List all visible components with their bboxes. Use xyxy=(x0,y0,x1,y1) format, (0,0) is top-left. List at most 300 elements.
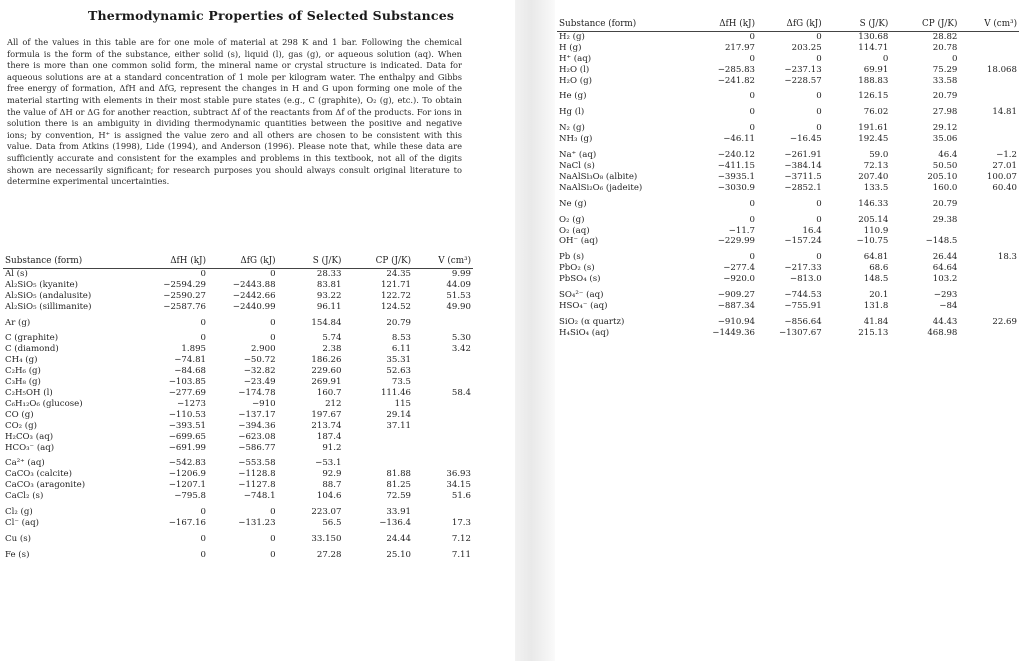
enthalpy-cell: 0 xyxy=(749,31,756,42)
enthalpy-cell: 1.895 xyxy=(181,344,207,355)
table-row xyxy=(557,134,1019,145)
substance-cell: CaCO₃ (calcite) xyxy=(5,469,72,480)
substance-cell: Cu (s) xyxy=(5,533,31,544)
heat-capacity-cell: 44.43 xyxy=(932,316,958,327)
table-row xyxy=(557,31,1019,42)
entropy-cell: 160.7 xyxy=(316,387,342,398)
enthalpy-cell: −285.83 xyxy=(717,64,756,75)
table-row xyxy=(557,252,1019,263)
gibbs-cell: 0 xyxy=(270,268,276,279)
table-row xyxy=(3,458,473,469)
entropy-cell: 76.02 xyxy=(863,107,889,118)
substance-cell: Al₂SiO₅ (andalusite) xyxy=(5,290,92,301)
heat-capacity-cell: 115 xyxy=(394,398,412,409)
enthalpy-cell: 0 xyxy=(749,214,756,225)
table-row xyxy=(557,263,1019,274)
enthalpy-cell: −542.83 xyxy=(168,458,207,469)
gibbs-cell: −2443.88 xyxy=(232,279,276,290)
entropy-cell: 197.67 xyxy=(311,409,342,420)
gibbs-cell: −623.08 xyxy=(238,431,276,442)
enthalpy-cell: 0 xyxy=(749,91,756,102)
substance-cell: NaAlSi₃O₈ (albite) xyxy=(559,171,638,182)
entropy-cell: 68.6 xyxy=(869,263,889,274)
table-row xyxy=(3,507,473,518)
volume-cell xyxy=(413,377,473,388)
table-row xyxy=(557,226,1019,237)
substance-cell: NaAlSi₂O₆ (jadeite) xyxy=(559,182,643,193)
enthalpy-cell: −3030.9 xyxy=(717,182,756,193)
table-row xyxy=(3,333,473,344)
table-body-left xyxy=(3,268,473,560)
substance-cell: Ar (g) xyxy=(5,317,31,328)
enthalpy-cell: −393.51 xyxy=(168,420,207,431)
table-row xyxy=(557,150,1019,161)
table-row xyxy=(3,291,473,302)
table-row xyxy=(557,123,1019,134)
heat-capacity-cell: −136.4 xyxy=(379,517,412,528)
table-row xyxy=(557,290,1019,301)
heat-capacity-cell: 121.71 xyxy=(380,279,412,290)
entropy-cell: 269.91 xyxy=(311,377,342,388)
substance-cell: NH₃ (g) xyxy=(559,134,593,145)
volume-cell xyxy=(959,274,1019,285)
heat-capacity-cell xyxy=(890,226,959,237)
volume-cell: 18.3 xyxy=(997,252,1017,263)
column-header-gibbs: ΔfG (kJ) xyxy=(208,256,278,268)
enthalpy-cell: −1206.9 xyxy=(168,469,207,480)
heat-capacity-cell: 24.35 xyxy=(386,268,412,279)
entropy-cell: 205.14 xyxy=(858,214,889,225)
entropy-cell: 133.5 xyxy=(863,182,889,193)
column-header-heat-capacity: CP (J/K) xyxy=(890,19,959,31)
heat-capacity-cell: 27.98 xyxy=(932,107,958,118)
volume-cell xyxy=(959,54,1019,65)
right-page xyxy=(555,0,1024,661)
enthalpy-cell: 0 xyxy=(749,107,756,118)
gibbs-cell: 0 xyxy=(816,91,822,102)
heat-capacity-cell: 20.79 xyxy=(932,91,958,102)
heat-capacity-cell: 50.50 xyxy=(932,160,958,171)
column-header-entropy: S (J/K) xyxy=(824,19,891,31)
enthalpy-cell: −909.27 xyxy=(717,290,756,301)
gibbs-cell: −157.24 xyxy=(784,236,822,247)
gibbs-cell: −910 xyxy=(251,398,276,409)
gibbs-cell: −261.91 xyxy=(784,150,822,161)
volume-cell xyxy=(959,301,1019,312)
table-row xyxy=(3,421,473,432)
enthalpy-cell: 0 xyxy=(749,252,756,263)
entropy-cell: 229.60 xyxy=(311,366,342,377)
table-row xyxy=(557,43,1019,54)
entropy-cell: 207.40 xyxy=(858,171,889,182)
volume-cell: 14.81 xyxy=(992,107,1017,118)
gibbs-cell: −137.17 xyxy=(238,409,276,420)
heat-capacity-cell: 0 xyxy=(951,53,958,64)
gibbs-cell: −1128.8 xyxy=(238,469,276,480)
gibbs-cell: 0 xyxy=(270,333,276,344)
column-header-gibbs: ΔfG (kJ) xyxy=(757,19,824,31)
gibbs-cell: 0 xyxy=(816,252,822,263)
substance-cell: Cl₂ (g) xyxy=(5,507,33,518)
entropy-cell: 88.7 xyxy=(322,480,342,491)
entropy-cell: 110.9 xyxy=(863,225,889,236)
enthalpy-cell: −2594.29 xyxy=(163,279,207,290)
entropy-cell: 28.33 xyxy=(316,268,342,279)
heat-capacity-cell xyxy=(343,432,413,443)
enthalpy-cell: −699.65 xyxy=(168,431,207,442)
entropy-cell: 131.8 xyxy=(863,300,889,311)
volume-cell: 60.40 xyxy=(992,182,1017,193)
gibbs-cell: 16.4 xyxy=(802,225,822,236)
gibbs-cell: 0 xyxy=(816,214,822,225)
gibbs-cell: −228.57 xyxy=(784,75,822,86)
substance-cell: H (g) xyxy=(559,42,582,53)
heat-capacity-cell: 81.88 xyxy=(386,469,412,480)
table-row xyxy=(3,344,473,355)
table-row xyxy=(3,410,473,421)
enthalpy-cell: −103.85 xyxy=(168,377,207,388)
volume-cell: 3.42 xyxy=(451,344,471,355)
enthalpy-cell: −46.11 xyxy=(723,134,756,145)
volume-cell: 5.30 xyxy=(451,333,471,344)
heat-capacity-cell: 33.58 xyxy=(932,75,958,86)
heat-capacity-cell: 75.29 xyxy=(932,64,958,75)
enthalpy-cell: 0 xyxy=(200,268,207,279)
heat-capacity-cell: −293 xyxy=(933,290,958,301)
table-row xyxy=(557,183,1019,194)
enthalpy-cell: −229.99 xyxy=(717,236,756,247)
gibbs-cell: 203.25 xyxy=(791,42,822,53)
table-row xyxy=(3,469,473,480)
substance-cell: CaCO₃ (aragonite) xyxy=(5,480,86,491)
table-row xyxy=(3,388,473,399)
entropy-cell: 223.07 xyxy=(311,507,342,518)
volume-cell: 7.12 xyxy=(451,533,471,544)
heat-capacity-cell: 29.14 xyxy=(386,409,412,420)
table-row xyxy=(3,534,473,545)
enthalpy-cell: −241.82 xyxy=(717,75,756,86)
gibbs-cell: −1127.8 xyxy=(238,480,276,491)
substance-cell: Al (s) xyxy=(5,268,28,279)
volume-cell xyxy=(959,123,1019,134)
column-header-substance: Substance (form) xyxy=(557,19,688,31)
heat-capacity-cell: 103.2 xyxy=(932,274,958,285)
column-header-enthalpy: ΔfH (kJ) xyxy=(132,256,208,268)
substance-cell: Al₂SiO₅ (sillimanite) xyxy=(5,301,92,312)
enthalpy-cell: −167.16 xyxy=(168,517,207,528)
entropy-cell: 20.1 xyxy=(869,290,889,301)
enthalpy-cell: 0 xyxy=(200,533,207,544)
table-row xyxy=(3,280,473,291)
volume-cell: 49.90 xyxy=(446,301,471,312)
table-row xyxy=(3,480,473,491)
table-row xyxy=(557,65,1019,76)
gibbs-cell: −2852.1 xyxy=(784,182,822,193)
volume-cell: 34.15 xyxy=(446,480,471,491)
enthalpy-cell: −1207.1 xyxy=(168,480,207,491)
enthalpy-cell: 0 xyxy=(200,317,207,328)
gibbs-cell: −2440.99 xyxy=(232,301,276,312)
column-header-substance: Substance (form) xyxy=(3,256,132,268)
volume-cell xyxy=(413,366,473,377)
table-row xyxy=(3,491,473,502)
volume-cell: 44.09 xyxy=(446,279,471,290)
enthalpy-cell: 0 xyxy=(200,507,207,518)
heat-capacity-cell: 33.91 xyxy=(386,507,412,518)
heat-capacity-cell: 205.10 xyxy=(927,171,958,182)
table-row xyxy=(3,355,473,366)
column-header-entropy: S (J/K) xyxy=(278,256,344,268)
heat-capacity-cell: 52.63 xyxy=(386,366,412,377)
entropy-cell: 114.71 xyxy=(858,42,889,53)
enthalpy-cell: −795.8 xyxy=(174,491,207,502)
enthalpy-cell: −74.81 xyxy=(174,355,207,366)
entropy-cell: 188.83 xyxy=(858,75,889,86)
gibbs-cell: 0 xyxy=(816,31,822,42)
substance-cell: CO₂ (g) xyxy=(5,420,38,431)
heat-capacity-cell: 20.78 xyxy=(932,42,958,53)
entropy-cell: 148.5 xyxy=(863,274,889,285)
enthalpy-cell: −920.0 xyxy=(723,274,756,285)
volume-cell xyxy=(959,134,1019,145)
heat-capacity-cell: 124.52 xyxy=(380,301,412,312)
entropy-cell: 104.6 xyxy=(316,491,342,502)
enthalpy-cell: 0 xyxy=(749,198,756,209)
entropy-cell: 41.84 xyxy=(863,316,889,327)
volume-cell: 22.69 xyxy=(992,316,1017,327)
gibbs-cell: −3711.5 xyxy=(784,171,822,182)
heat-capacity-cell xyxy=(343,443,413,454)
heat-capacity-cell: 160.0 xyxy=(932,182,958,193)
table-row xyxy=(3,377,473,388)
table-row xyxy=(557,317,1019,328)
heat-capacity-cell: 35.06 xyxy=(932,134,958,145)
gibbs-cell: 0 xyxy=(816,123,822,134)
substance-cell: SO₄²⁻ (aq) xyxy=(559,290,604,301)
heat-capacity-cell: 35.31 xyxy=(386,355,412,366)
volume-cell xyxy=(959,328,1019,339)
substance-cell: CH₄ (g) xyxy=(5,355,38,366)
substance-cell: C₂H₅OH (l) xyxy=(5,387,53,398)
gibbs-cell: −217.33 xyxy=(784,263,822,274)
entropy-cell: 56.5 xyxy=(322,517,342,528)
substance-cell: CO (g) xyxy=(5,409,34,420)
table-row xyxy=(3,318,473,329)
enthalpy-cell: −84.68 xyxy=(174,366,207,377)
substance-cell: PbO₂ (s) xyxy=(559,263,595,274)
table-header-row xyxy=(3,256,473,268)
volume-cell: 17.3 xyxy=(451,517,471,528)
gibbs-cell: −856.64 xyxy=(784,316,822,327)
volume-cell xyxy=(959,91,1019,102)
table-row xyxy=(557,161,1019,172)
volume-cell xyxy=(959,215,1019,226)
substance-cell: Al₂SiO₅ (kyanite) xyxy=(5,279,78,290)
entropy-cell: 72.13 xyxy=(863,160,889,171)
enthalpy-cell: −910.94 xyxy=(717,316,756,327)
volume-cell xyxy=(413,443,473,454)
entropy-cell: 130.68 xyxy=(858,31,889,42)
entropy-cell: 64.81 xyxy=(863,252,889,263)
page-gutter xyxy=(515,0,555,661)
heat-capacity-cell: 73.5 xyxy=(391,377,412,388)
enthalpy-cell: −887.34 xyxy=(717,300,756,311)
volume-cell: 100.07 xyxy=(986,171,1017,182)
enthalpy-cell: −411.15 xyxy=(717,160,756,171)
volume-cell: 58.4 xyxy=(451,387,471,398)
gibbs-cell: 0 xyxy=(270,533,276,544)
volume-cell: 27.01 xyxy=(992,160,1017,171)
substance-cell: H₂ (g) xyxy=(559,31,585,42)
entropy-cell: 5.74 xyxy=(322,333,342,344)
heat-capacity-cell: 8.53 xyxy=(391,333,412,344)
substance-cell: Na⁺ (aq) xyxy=(559,150,597,161)
heat-capacity-cell: 64.64 xyxy=(932,263,958,274)
heat-capacity-cell: 46.4 xyxy=(938,150,958,161)
enthalpy-cell: 0 xyxy=(200,333,207,344)
volume-cell xyxy=(959,76,1019,87)
entropy-cell: 83.81 xyxy=(316,279,342,290)
column-header-volume: V (cm³) xyxy=(413,256,473,268)
substance-cell: H₂O (l) xyxy=(559,64,590,75)
gibbs-cell: −237.13 xyxy=(784,64,822,75)
gibbs-cell: 0 xyxy=(270,549,276,560)
substance-cell: C₆H₁₂O₆ (glucose) xyxy=(5,398,83,409)
heat-capacity-cell: 26.44 xyxy=(932,252,958,263)
enthalpy-cell: −240.12 xyxy=(717,150,756,161)
entropy-cell: 146.33 xyxy=(858,198,889,209)
volume-cell: 51.53 xyxy=(446,290,471,301)
volume-cell: 18.068 xyxy=(986,64,1017,75)
volume-cell xyxy=(959,226,1019,237)
substance-cell: C (diamond) xyxy=(5,344,59,355)
gibbs-cell: −813.0 xyxy=(789,274,822,285)
substance-cell: H⁺ (aq) xyxy=(559,53,592,64)
substance-cell: SiO₂ (α quartz) xyxy=(559,316,625,327)
substance-cell: Fe (s) xyxy=(5,549,30,560)
volume-cell xyxy=(413,399,473,410)
entropy-cell: 126.15 xyxy=(858,91,889,102)
volume-cell xyxy=(413,458,473,469)
gibbs-cell: 0 xyxy=(816,198,822,209)
enthalpy-cell: −110.53 xyxy=(168,409,207,420)
gibbs-cell: −23.49 xyxy=(243,377,276,388)
enthalpy-cell: −277.4 xyxy=(723,263,756,274)
volume-cell: 7.11 xyxy=(451,549,471,560)
gibbs-cell: −755.91 xyxy=(784,300,822,311)
heat-capacity-cell: 72.59 xyxy=(386,491,412,502)
gibbs-cell: −16.45 xyxy=(789,134,822,145)
gibbs-cell: −394.36 xyxy=(238,420,276,431)
column-header-heat-capacity: CP (J/K) xyxy=(343,256,413,268)
substance-cell: O₂ (g) xyxy=(559,214,585,225)
table-row xyxy=(557,215,1019,226)
gibbs-cell: −748.1 xyxy=(243,491,276,502)
intro-paragraph: All of the values in this table are for one mole of material at 298 K and 1 bar. Following the chemical formula is the form of the substance, either solid (s), liquid (l), gas (g), or aqueous solution (aq). When there is more than one common solid form, the mineral name or crystal structure is indicated. Data for aqueous solutions are at a standard concentration of 1 mole per kilogram water. The enthalpy and Gibbs free energy of formation, ΔfH and ΔfG, represent the changes in H and G upon forming one mole of the material starting with elements in their most stable pure states (e.g., C (graphite), O₂ (g), etc.). To obtain the value of ΔH or ΔG for another reaction, subtract Δf of the reactants from Δf of the products. For ions in solution there is an ambiguity in dividing thermodynamic quantities between the positive and negative ions; by convention, H⁺ is assigned the value zero and all others are chosen to be consistent with this value. Data from Atkins (1998), Lide (1994), and Anderson (1996). Please note that, while these data are sufficiently accurate and consistent for the examples and problems in this textbook, not all of the digits shown are necessarily significant; for research purposes you should always consult original literature to determine experimental uncertainties. xyxy=(7,37,462,187)
entropy-cell: 59.0 xyxy=(869,150,889,161)
enthalpy-cell: 0 xyxy=(749,53,756,64)
gibbs-cell: 0 xyxy=(270,507,276,518)
gibbs-cell: −744.53 xyxy=(784,290,822,301)
entropy-cell: 2.38 xyxy=(322,344,342,355)
volume-cell xyxy=(413,432,473,443)
volume-cell xyxy=(413,410,473,421)
properties-table-left xyxy=(3,256,473,561)
entropy-cell: 212 xyxy=(325,398,342,409)
substance-cell: CaCl₂ (s) xyxy=(5,491,44,502)
table-row xyxy=(557,236,1019,247)
page-title: Thermodynamic Properties of Selected Substances xyxy=(88,8,455,23)
table-body-right xyxy=(557,31,1019,338)
substance-cell: Pb (s) xyxy=(559,252,585,263)
table-row xyxy=(3,302,473,313)
heat-capacity-cell: 6.11 xyxy=(391,344,412,355)
gibbs-cell: −50.72 xyxy=(243,355,276,366)
enthalpy-cell: −2590.27 xyxy=(163,290,207,301)
heat-capacity-cell: 29.38 xyxy=(932,214,958,225)
substance-cell: H₂CO₃ (aq) xyxy=(5,431,54,442)
volume-cell xyxy=(413,355,473,366)
enthalpy-cell: −1449.36 xyxy=(712,327,756,338)
volume-cell xyxy=(959,236,1019,247)
table-row xyxy=(557,172,1019,183)
substance-cell: C (graphite) xyxy=(5,333,59,344)
substance-cell: PbSO₄ (s) xyxy=(559,274,601,285)
enthalpy-cell: 0 xyxy=(749,123,756,134)
volume-cell xyxy=(959,43,1019,54)
properties-table-right xyxy=(557,19,1019,339)
enthalpy-cell: 0 xyxy=(200,549,207,560)
volume-cell: 36.93 xyxy=(446,469,471,480)
gibbs-cell: −1307.67 xyxy=(778,327,822,338)
enthalpy-cell: −11.7 xyxy=(728,225,756,236)
table-row xyxy=(557,91,1019,102)
substance-cell: C₂H₆ (g) xyxy=(5,366,41,377)
gibbs-cell: −131.23 xyxy=(238,517,276,528)
heat-capacity-cell: 24.44 xyxy=(386,533,412,544)
substance-cell: Cl⁻ (aq) xyxy=(5,517,39,528)
heat-capacity-cell: 25.10 xyxy=(386,549,412,560)
volume-cell xyxy=(959,199,1019,210)
table-row xyxy=(3,518,473,529)
volume-cell xyxy=(959,263,1019,274)
entropy-cell: 191.61 xyxy=(858,123,889,134)
volume-cell xyxy=(413,421,473,432)
column-header-enthalpy: ΔfH (kJ) xyxy=(688,19,757,31)
entropy-cell: 96.11 xyxy=(316,301,342,312)
heat-capacity-cell: 20.79 xyxy=(932,198,958,209)
heat-capacity-cell: 81.25 xyxy=(386,480,412,491)
entropy-cell: 92.9 xyxy=(322,469,342,480)
heat-capacity-cell: 468.98 xyxy=(927,327,958,338)
table-row xyxy=(3,443,473,454)
entropy-cell: 215.13 xyxy=(858,327,889,338)
substance-cell: HSO₄⁻ (aq) xyxy=(559,300,608,311)
entropy-cell: 187.4 xyxy=(316,431,342,442)
table-row xyxy=(557,54,1019,65)
entropy-cell: 0 xyxy=(882,53,889,64)
gibbs-cell: 2.900 xyxy=(250,344,276,355)
substance-cell: O₂ (aq) xyxy=(559,225,590,236)
table-header-row xyxy=(557,19,1019,31)
substance-cell: C₃H₈ (g) xyxy=(5,377,41,388)
heat-capacity-cell: 122.72 xyxy=(380,290,412,301)
entropy-cell: 27.28 xyxy=(316,549,342,560)
table-row xyxy=(557,76,1019,87)
entropy-cell: −10.75 xyxy=(856,236,889,247)
substance-cell: HCO₃⁻ (aq) xyxy=(5,442,55,453)
table-row xyxy=(557,328,1019,339)
